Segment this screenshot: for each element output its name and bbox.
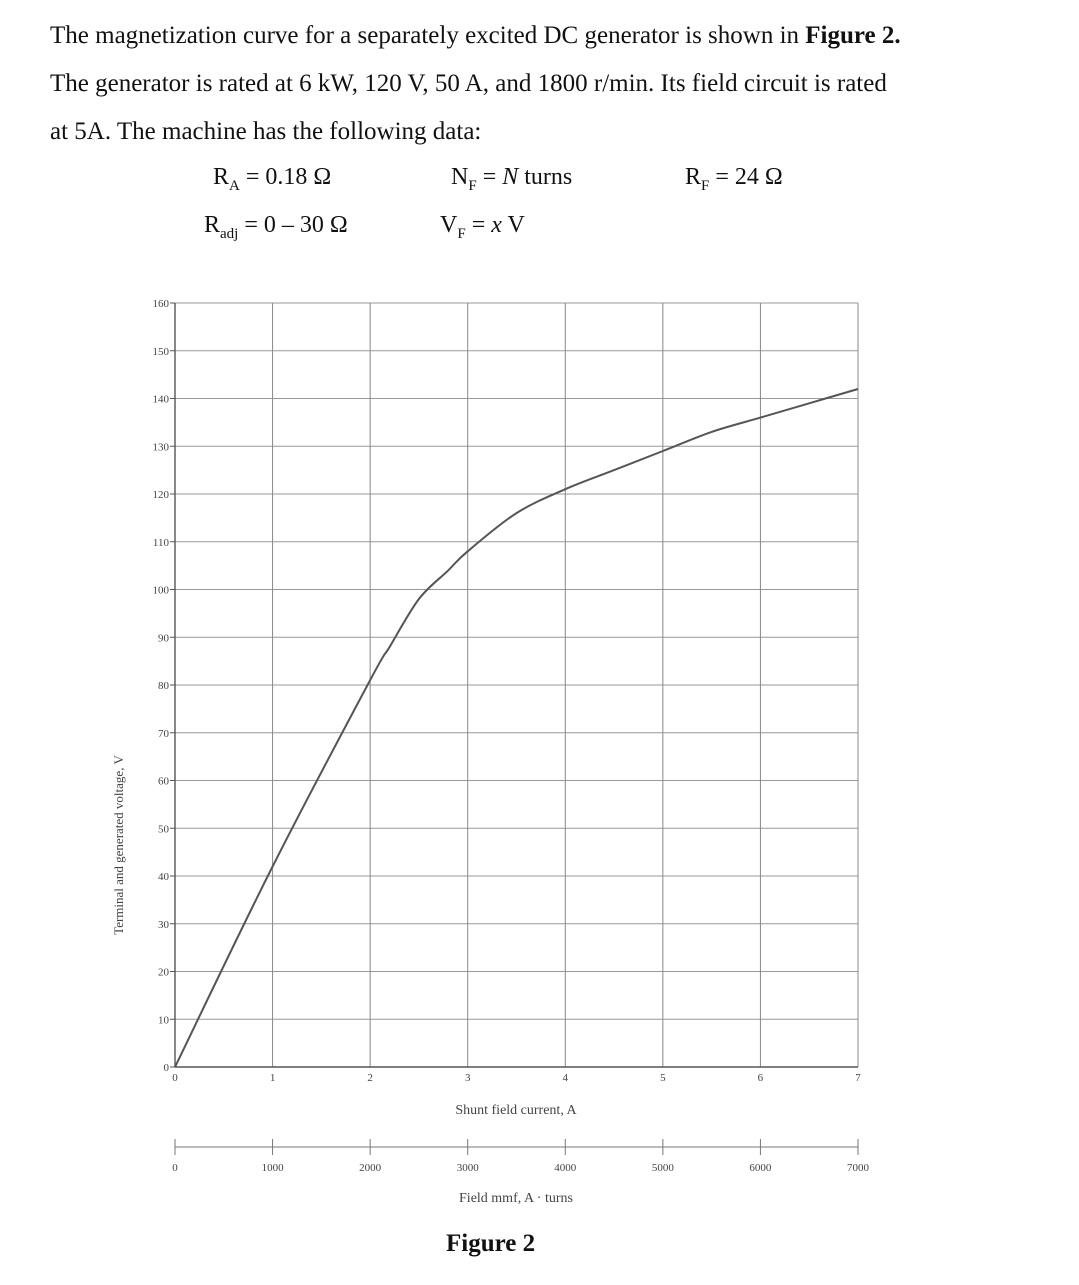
problem-statement bbox=[50, 12, 1040, 156]
y-tick-label: 90 bbox=[158, 632, 169, 645]
x-tick-label: 3 bbox=[464, 1072, 471, 1084]
magnetization-curve-line bbox=[175, 389, 858, 1067]
x2-tick-label: 7000 bbox=[847, 1162, 869, 1174]
x-tick-label: 2 bbox=[367, 1072, 373, 1084]
y-tick-label: 120 bbox=[152, 489, 169, 501]
problem-line-2: The generator is rated at 6 kW, 120 V, 50 A, and 1800 r/min. Its field circuit is rated bbox=[50, 70, 887, 97]
x2-tick-label: 3000 bbox=[456, 1162, 479, 1174]
problem-line-3: at 5A. The machine has the following data: bbox=[50, 118, 482, 145]
problem-line-1: The magnetization curve for a separately excited DC generator is shown in Figure 2. bbox=[50, 22, 901, 49]
y-tick-label: 80 bbox=[158, 680, 169, 692]
magnetization-curve bbox=[175, 389, 858, 1067]
y-tick-label: 100 bbox=[152, 584, 169, 597]
chart-grid bbox=[175, 303, 858, 1067]
y-tick-label: 0 bbox=[163, 1062, 169, 1074]
x2-tick-labels bbox=[172, 1162, 869, 1174]
x-axis-label: Shunt field current, A bbox=[455, 1103, 577, 1118]
y-tick-label: 60 bbox=[158, 775, 169, 788]
x-tick-label: 0 bbox=[172, 1072, 178, 1084]
y-tick-label: 30 bbox=[158, 918, 169, 931]
x-tick-label: 6 bbox=[757, 1072, 764, 1084]
x-tick-label: 5 bbox=[660, 1072, 666, 1084]
y-tick-label: 70 bbox=[158, 727, 169, 740]
y-axis-label: Terminal and generated voltage, V bbox=[111, 755, 126, 935]
ra-value: $R_A = 0.18$ Ω bbox=[213, 164, 332, 194]
y-tick-label: 160 bbox=[152, 298, 169, 310]
y-tick-label: 130 bbox=[152, 441, 169, 454]
rf-value: $R_F = 24$ Ω bbox=[685, 164, 783, 194]
x2-axis-label: Field mmf, A · turns bbox=[459, 1191, 573, 1206]
magnetization-curve-chart bbox=[95, 285, 895, 1220]
figure-caption: Figure 2 bbox=[446, 1230, 536, 1257]
x2-tick-label: 2000 bbox=[359, 1162, 382, 1174]
y-tick-label: 110 bbox=[152, 536, 169, 549]
x-tick-label: 7 bbox=[855, 1072, 861, 1084]
vf-value: $V_F = x$ V bbox=[440, 212, 525, 242]
y-tick-labels bbox=[153, 298, 176, 1074]
x-tick-label: 4 bbox=[562, 1072, 569, 1084]
y-tick-label: 50 bbox=[158, 823, 169, 836]
y-tick-label: 140 bbox=[152, 393, 169, 406]
x-tick-labels bbox=[172, 1072, 861, 1084]
x-tick-label: 1 bbox=[269, 1072, 276, 1084]
x2-tick-label: 5000 bbox=[651, 1162, 674, 1174]
nf-value: $N_F = N$ turns bbox=[451, 164, 573, 194]
x2-tick-label: 6000 bbox=[749, 1162, 772, 1174]
y-tick-label: 10 bbox=[158, 1014, 169, 1027]
y-tick-label: 40 bbox=[158, 871, 169, 883]
y-tick-label: 150 bbox=[152, 345, 169, 358]
x2-tick-label: 1000 bbox=[261, 1162, 284, 1174]
radj-value: $R_{adj} = 0 - 30$ Ω bbox=[204, 212, 348, 242]
x2-tick-label: 0 bbox=[172, 1162, 178, 1174]
mmf-axis bbox=[175, 1139, 858, 1155]
x2-tick-label: 4000 bbox=[554, 1162, 577, 1174]
y-tick-label: 20 bbox=[158, 966, 169, 979]
